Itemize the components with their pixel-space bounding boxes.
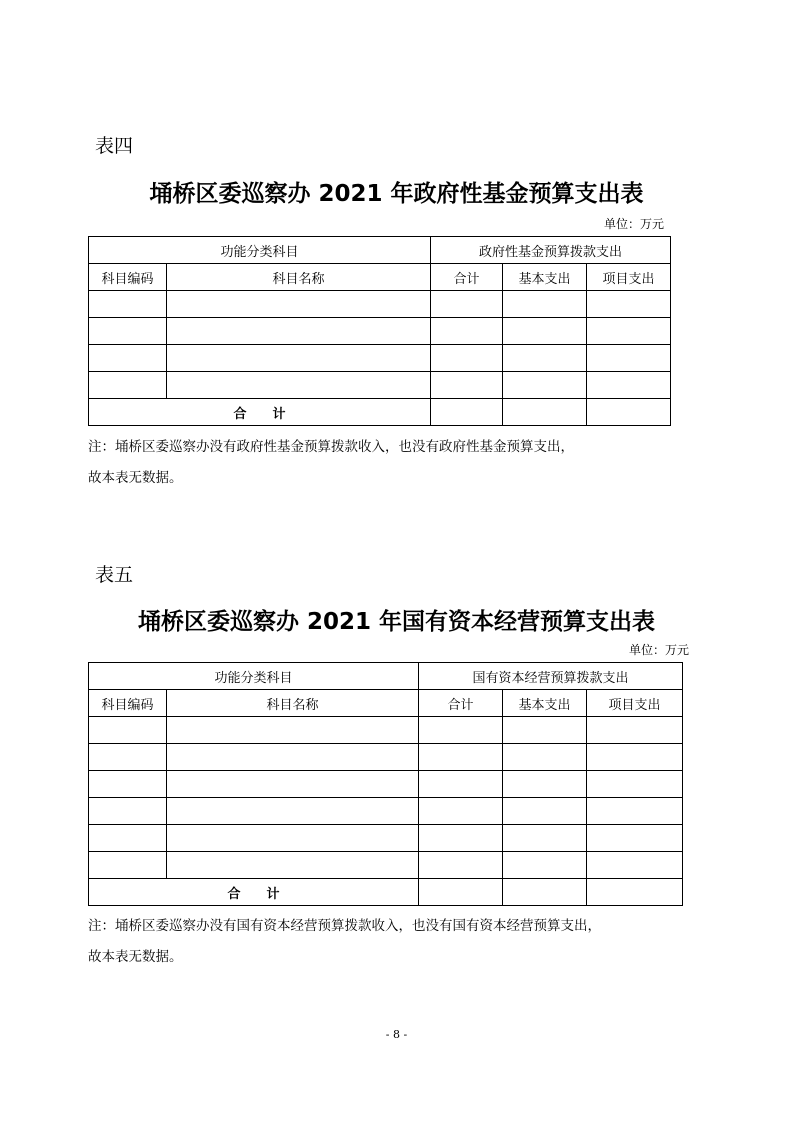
table-cell [503,372,587,399]
total-label: 合 计 [89,399,431,426]
table-row [89,744,683,771]
table-cell [587,291,671,318]
table-total-row [89,399,671,426]
table-cell [419,798,503,825]
header-functional-category: 功能分类科目 [89,663,419,690]
table-cell [89,345,167,372]
table4-title: 埇桥区委巡察办 2021 年政府性基金预算支出表 [149,181,644,207]
table-cell [587,399,671,426]
table-header-row [89,663,683,690]
col-basic-expenditure: 基本支出 [503,690,587,717]
table-cell [503,825,587,852]
table-cell [503,345,587,372]
table5-grid [88,662,683,906]
table-cell [503,798,587,825]
table-cell [503,399,587,426]
col-subject-name: 科目名称 [167,264,431,291]
table-cell [587,318,671,345]
table-cell [89,771,167,798]
table-cell [167,717,419,744]
table-cell [89,291,167,318]
table-cell [89,744,167,771]
table-cell [89,372,167,399]
table-cell [419,852,503,879]
table-cell [587,744,683,771]
table-cell [431,345,503,372]
table5-note-line1: 注：埇桥区委巡察办没有国有资本经营预算拨款收入，也没有国有资本经营预算支出， [88,918,601,934]
table-cell [503,879,587,906]
table-cell [167,798,419,825]
table-row [89,291,671,318]
table-header-row [89,237,671,264]
total-label: 合 计 [89,879,419,906]
page-number: - 8 - [385,1028,408,1041]
table-cell [419,879,503,906]
table-row [89,771,683,798]
table-cell [587,825,683,852]
table-cell [167,825,419,852]
table-cell [89,318,167,345]
header-fund-expenditure: 政府性基金预算拨款支出 [431,237,671,264]
table4-note-line1: 注：埇桥区委巡察办没有政府性基金预算拨款收入，也没有政府性基金预算支出， [88,439,574,455]
table-cell [587,798,683,825]
col-subject-name: 科目名称 [167,690,419,717]
table-cell [431,399,503,426]
table-subheader-row [89,264,671,291]
header-functional-category: 功能分类科目 [89,237,431,264]
table-row [89,318,671,345]
table-cell [419,825,503,852]
table-row [89,717,683,744]
table-cell [167,291,431,318]
table-cell [503,852,587,879]
table5-unit: 单位：万元 [628,643,689,657]
table-cell [419,771,503,798]
table-cell [167,372,431,399]
table-cell [167,318,431,345]
table-cell [167,771,419,798]
col-basic-expenditure: 基本支出 [503,264,587,291]
table-cell [431,318,503,345]
table-cell [503,318,587,345]
table4-unit: 单位：万元 [603,217,664,231]
table-cell [89,717,167,744]
table-row [89,372,671,399]
table-cell [167,345,431,372]
table-subheader-row [89,690,683,717]
table-cell [587,771,683,798]
table-cell [167,744,419,771]
table-row [89,345,671,372]
table-row [89,852,683,879]
col-subject-code: 科目编码 [89,690,167,717]
table-cell [167,852,419,879]
table-cell [587,852,683,879]
col-project-expenditure: 项目支出 [587,690,683,717]
col-subject-code: 科目编码 [89,264,167,291]
table-cell [587,345,671,372]
table-cell [587,717,683,744]
table4-grid [88,236,671,426]
table4-label: 表四 [95,135,134,157]
table-cell [419,717,503,744]
table-cell [503,744,587,771]
table-cell [431,291,503,318]
col-total: 合计 [431,264,503,291]
table-row [89,798,683,825]
table-cell [89,825,167,852]
table-cell [587,372,671,399]
table5-label: 表五 [95,564,134,586]
table-cell [89,852,167,879]
table4-note-line2: 故本表无数据。 [88,470,183,486]
table-cell [419,744,503,771]
table-cell [587,879,683,906]
table-cell [503,717,587,744]
col-total: 合计 [419,690,503,717]
col-project-expenditure: 项目支出 [587,264,671,291]
table-total-row [89,879,683,906]
table5-note-line2: 故本表无数据。 [88,949,183,965]
header-state-capital-expenditure: 国有资本经营预算拨款支出 [419,663,683,690]
table-cell [431,372,503,399]
table5-title: 埇桥区委巡察办 2021 年国有资本经营预算支出表 [137,609,656,635]
table-cell [89,798,167,825]
table-cell [503,291,587,318]
table-row [89,825,683,852]
table-cell [503,771,587,798]
